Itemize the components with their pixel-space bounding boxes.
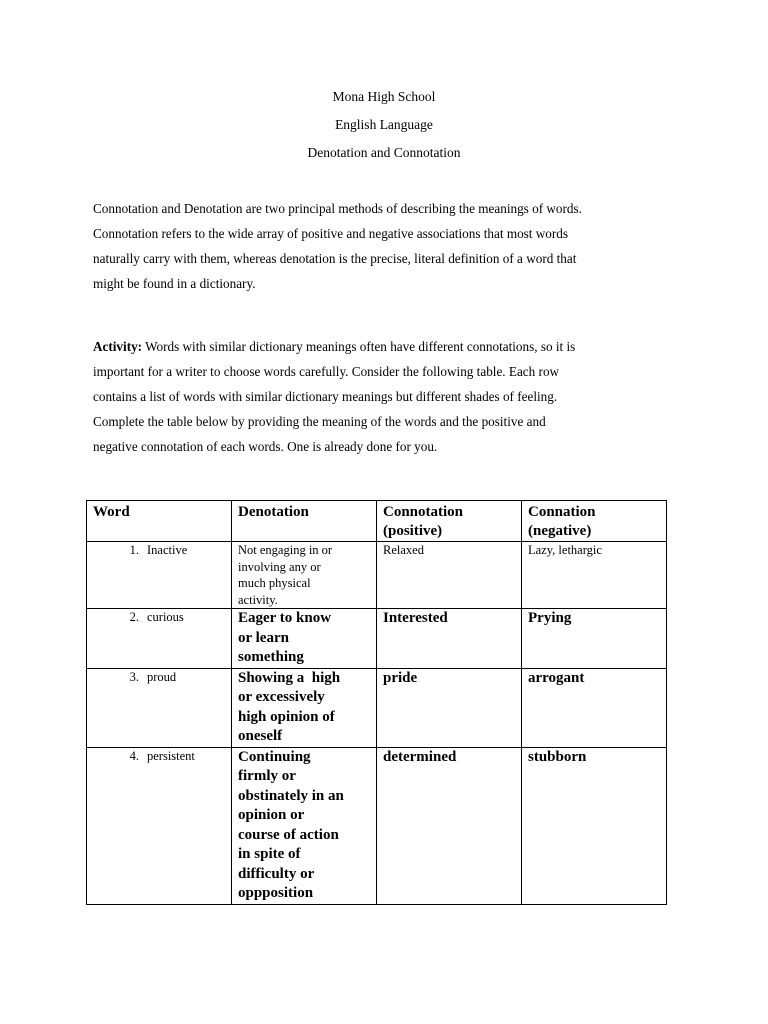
table-row [87,747,667,904]
header-word: Word [87,501,232,542]
table-row [87,668,667,747]
header-denotation: Denotation [232,501,377,542]
negative-connotation-cell: stubborn [522,747,667,904]
positive-connotation-cell: Interested [377,609,522,669]
word-cell: 3. proud [87,668,232,747]
word-cell: 4. persistent [87,747,232,904]
school-name: Mona High School [332,89,436,104]
subject-name: English Language [335,117,433,132]
denotation-cell: Eager to know or learn something [232,609,377,669]
negative-connotation-cell: Lazy, lethargic [522,542,667,609]
denotation-cell: Continuing firmly or obstinately in an opinion or course of action in spite of difficulty or oppposition [232,747,377,904]
intro-line: Connotation and Denotation are two principal methods of describing the meanings of words. [93,201,582,216]
word-cell: 1. Inactive [87,542,232,609]
intro-paragraph [93,196,683,296]
negative-connotation-cell: Prying [522,609,667,669]
denotation-cell: Not engaging in or involving any or much physical activity. [232,542,377,609]
activity-line: important for a writer to choose words carefully. Consider the following table. Each row [93,364,560,379]
positive-connotation-cell: pride [377,668,522,747]
header-connotation-positive: Connotation (positive) [377,501,522,542]
intro-line: Connotation refers to the wide array of positive and negative associations that most words [93,226,569,241]
table-header-row [87,501,667,542]
positive-connotation-cell: Relaxed [377,542,522,609]
activity-paragraph [93,334,683,459]
intro-line: might be found in a dictionary. [93,276,256,291]
negative-connotation-cell: arrogant [522,668,667,747]
word-cell: 2. curious [87,609,232,669]
activity-label: Activity: [93,339,143,354]
connotation-table [86,500,667,905]
activity-line: Complete the table below by providing the meaning of the words and the positive and [93,414,546,429]
activity-first-line: Words with similar dictionary meanings often have different connotations, so it is [142,339,576,354]
table-row [87,542,667,609]
header-connotation-negative: Connation (negative) [522,501,667,542]
activity-line: negative connotation of each words. One is already done for you. [93,439,438,454]
positive-connotation-cell: determined [377,747,522,904]
denotation-cell: Showing a high or excessively high opinion of oneself [232,668,377,747]
page-title: Denotation and Connotation [307,145,461,160]
table-row [87,609,667,669]
activity-line [93,334,683,359]
activity-line: contains a list of words with similar dictionary meanings but different shades of feeling. [93,389,558,404]
intro-line: naturally carry with them, whereas denotation is the precise, literal definition of a word that [93,251,577,266]
